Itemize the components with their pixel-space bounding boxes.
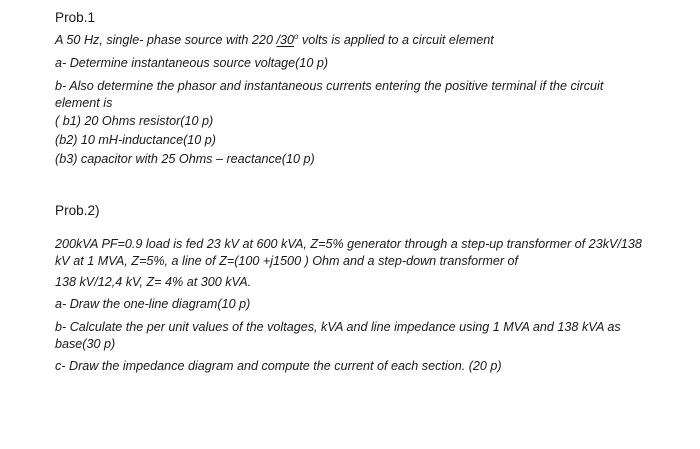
prob1-title: Prob.1 — [55, 10, 96, 25]
prob1-statement — [55, 32, 494, 48]
prob2-line2: kV at 1 MVA, Z=5%, a line of Z=(100 +j1500 ) Ohm and a step-down transformer of — [55, 254, 519, 268]
prob2-line3: 138 kV/12,4 kV, Z= 4% at 300 kVA. — [55, 275, 252, 289]
prob1-statement-suffix: volts is applied to a circuit element — [298, 33, 494, 47]
prob2-item-b-line2: base(30 p) — [55, 337, 116, 351]
prob2-item-c: c- Draw the impedance diagram and compute the current of each section. (20 p) — [55, 359, 502, 373]
prob2-item-a: a- Draw the one-line diagram(10 p) — [55, 297, 251, 311]
prob1-item-a: a- Determine instantaneous source voltage(10 p) — [55, 56, 329, 70]
prob1-degree-symbol: o — [293, 31, 299, 41]
prob1-item-b3: (b3) capacitor with 25 Ohms – reactance(10 p) — [55, 152, 315, 166]
prob2-item-b-line1: b- Calculate the per unit values of the voltages, kVA and line impedance using 1 MVA and 138 kVA as — [55, 320, 621, 334]
prob1-item-b-line1: b- Also determine the phasor and instantaneous currents entering the positive terminal if the circuit — [55, 79, 604, 93]
prob2-title: Prob.2) — [55, 203, 100, 218]
prob1-item-b-line2: element is — [55, 96, 113, 110]
prob1-statement-prefix: A 50 Hz, single- phase source with 220 — [55, 33, 277, 47]
prob1-item-b1: ( b1) 20 Ohms resistor(10 p) — [55, 114, 214, 128]
prob1-item-b2: (b2) 10 mH-inductance(10 p) — [55, 133, 216, 147]
prob1-voltage-angle: /30 — [276, 33, 294, 47]
prob2-line1: 200kVA PF=0.9 load is fed 23 kV at 600 kVA, Z=5% generator through a step-up transformer of 23kV/138 — [55, 237, 642, 251]
